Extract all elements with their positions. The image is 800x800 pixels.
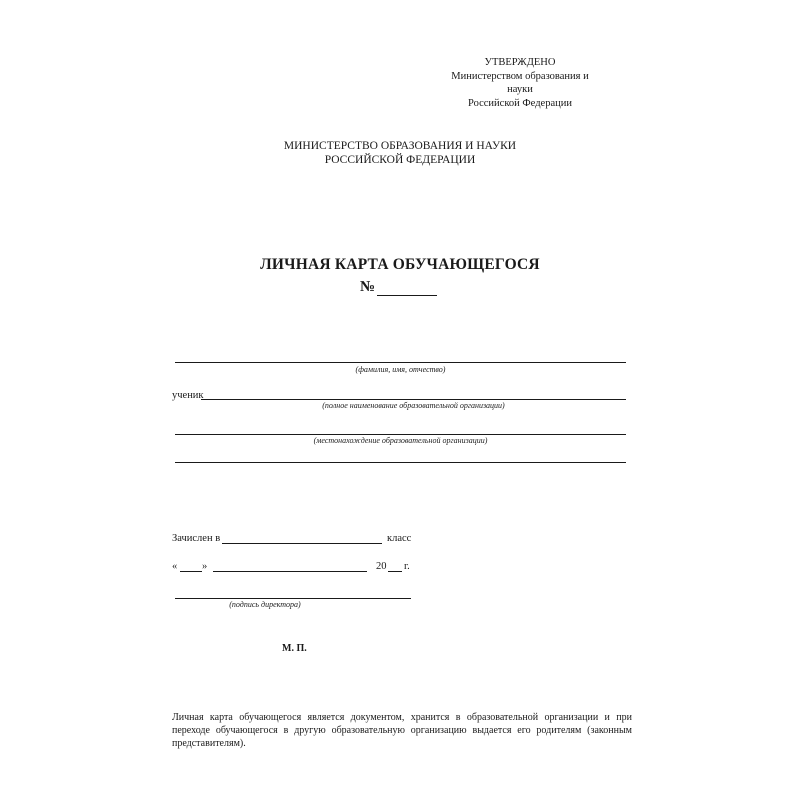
enrolled-label: Зачислен в <box>172 533 221 544</box>
org-location-extra-field[interactable] <box>175 462 626 463</box>
fullname-hint: (фамилия, имя, отчество) <box>355 365 446 374</box>
document-number <box>360 279 437 296</box>
footer-note: Личная карта обучающегося является документом, хранится в образовательной организации и при переходе обучающегося в другую образовательную организацию выдается его родителям (законным представителям). <box>172 712 632 749</box>
approval-authority: Министерством образования и науки <box>451 70 589 95</box>
ministry-header <box>250 139 550 167</box>
year-field[interactable] <box>388 571 402 572</box>
org-location-field[interactable] <box>175 434 626 435</box>
director-signature-field[interactable] <box>175 598 411 599</box>
quote-open: « <box>172 561 178 572</box>
quote-close: » <box>202 561 208 572</box>
document-title: ЛИЧНАЯ КАРТА ОБУЧАЮЩЕГОСЯ <box>260 256 540 273</box>
number-field[interactable] <box>377 281 437 296</box>
org-name-field[interactable] <box>201 399 626 400</box>
class-field[interactable] <box>222 543 382 544</box>
fullname-field[interactable] <box>175 362 626 363</box>
year-suffix: г. <box>404 561 410 572</box>
org-location-hint: (местонахождение образовательной организации) <box>313 436 488 445</box>
org-name-hint: (полное наименование образовательной организации) <box>322 401 505 410</box>
number-sign: № <box>360 279 376 295</box>
approval-block <box>440 56 600 110</box>
year-prefix: 20 <box>376 561 387 572</box>
ministry-line-2: РОССИЙСКОЙ ФЕДЕРАЦИИ <box>324 154 476 166</box>
approval-country: Российской Федерации <box>468 97 572 109</box>
month-field[interactable] <box>213 571 367 572</box>
class-label: класс <box>387 533 412 544</box>
stamp-place: М. П. <box>282 643 307 654</box>
signature-hint: (подпись директора) <box>229 600 301 609</box>
approval-heading: УТВЕРЖДЕНО <box>484 57 556 68</box>
ministry-line-1: МИНИСТЕРСТВО ОБРАЗОВАНИЯ И НАУКИ <box>283 140 517 152</box>
student-label: ученик <box>172 390 204 401</box>
day-field[interactable] <box>180 571 202 572</box>
